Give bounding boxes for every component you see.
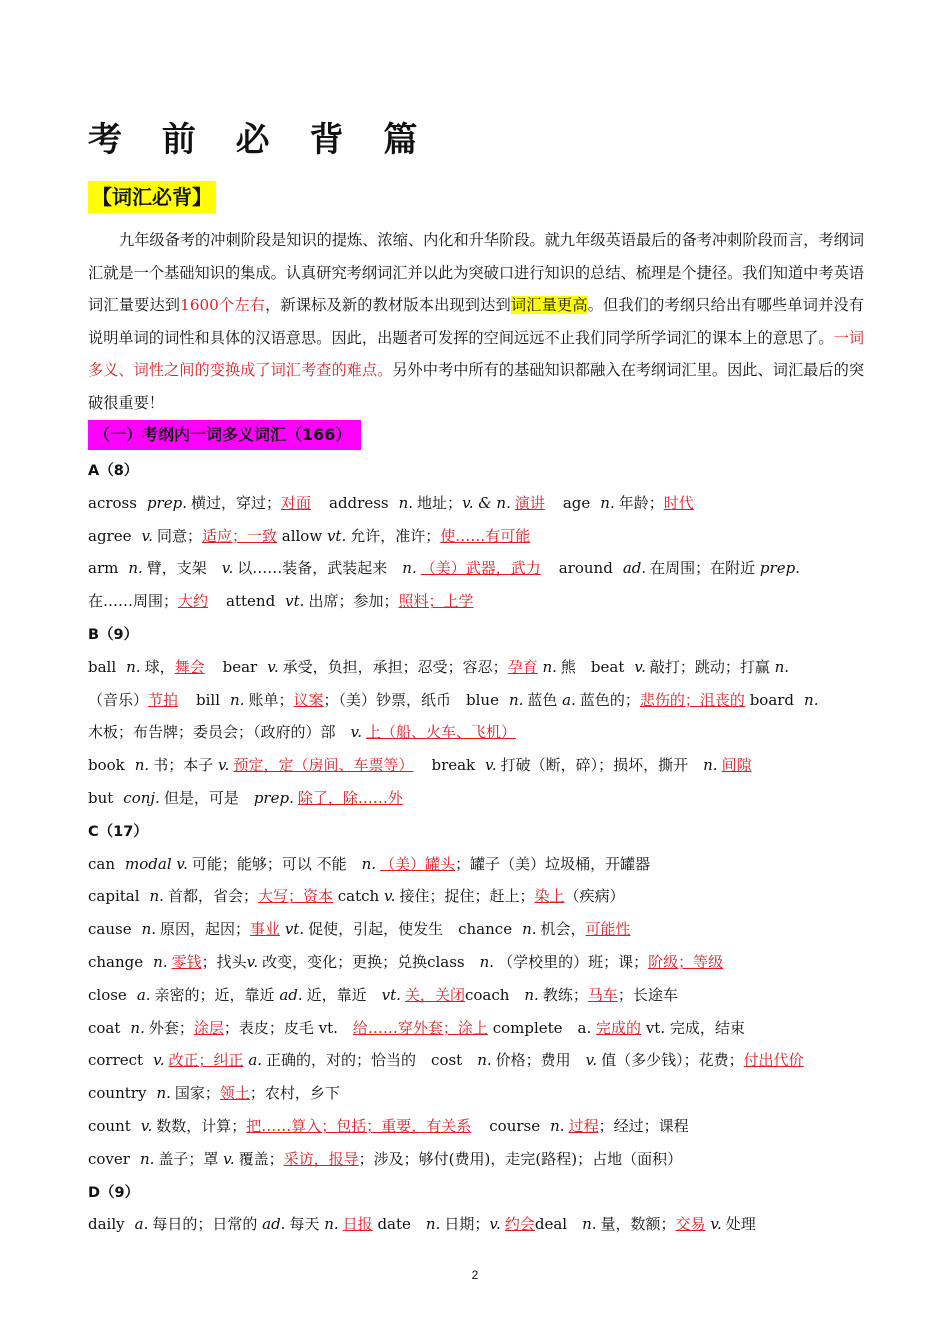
headword: bill [196, 690, 221, 709]
key-meaning-underlined: 关，关闭 [404, 985, 465, 1004]
headword: cover [88, 1149, 130, 1168]
key-meaning-underlined: 悲伤的；沮丧的 [639, 690, 745, 709]
part-of-speech: vt. [381, 985, 401, 1004]
part-of-speech: prep. [755, 559, 800, 578]
part-of-speech: prep. [146, 493, 187, 512]
headword: book [88, 756, 125, 775]
key-meaning-underlined: 交易 [675, 1215, 706, 1234]
part-of-speech: v. [140, 1116, 153, 1135]
part-of-speech: n. [139, 1149, 155, 1168]
part-of-speech: n. [153, 952, 168, 971]
meaning: 账单； [248, 690, 294, 709]
headword: change [88, 952, 144, 971]
part-of-speech: v. [267, 657, 279, 676]
vocab-entry-line [88, 487, 864, 520]
part-of-speech: n. [126, 657, 141, 676]
headword: daily [88, 1215, 125, 1234]
headword: but [88, 788, 114, 807]
key-meaning-underlined: 大写；资本 [257, 887, 333, 906]
meaning: 允许，准许； [350, 526, 441, 545]
part-of-speech: ad. [257, 1215, 286, 1234]
headword: around [558, 559, 613, 578]
headword: can [88, 854, 116, 873]
meaning: 原因，起因； [160, 920, 251, 939]
meaning: date [372, 1215, 426, 1234]
part-of-speech: n. [141, 920, 157, 939]
headword: close [88, 985, 127, 1004]
vocab-entry-line [88, 1143, 864, 1176]
key-meaning-underlined: 给……穿外套；涂上 [352, 1018, 488, 1037]
meaning: ；涉及；够付(费用)，走完(路程)；占地（面积） [358, 1149, 683, 1168]
meaning: coach [464, 985, 525, 1004]
part-of-speech: v. [218, 1149, 235, 1168]
meaning: ；（美）钞票，纸币 [323, 690, 467, 709]
part-of-speech: n. [479, 952, 495, 971]
key-meaning-underlined: 时代 [663, 493, 694, 512]
meaning: ；经过；课程 [598, 1116, 689, 1135]
meaning: 蓝色的； [579, 690, 640, 709]
vocab-entry-line [88, 684, 864, 717]
part-of-speech: v. [383, 887, 396, 906]
part-of-speech: n. [156, 1084, 171, 1103]
section-label: D（9） [88, 1184, 140, 1201]
meaning: 以……装备，武装起来 [237, 559, 403, 578]
part-of-speech: v. [489, 1215, 501, 1234]
vocab-entry-line [88, 913, 864, 946]
meaning: 可能；能够；可以 不能 [191, 854, 362, 873]
headword: capital [88, 887, 140, 906]
part-of-speech: a. [557, 690, 576, 709]
meaning: 打破（断，碎）；损坏，撕开 [500, 756, 704, 775]
vocab-entry-line [88, 716, 864, 749]
letter-section-heading [88, 454, 864, 487]
meaning: ；找头 [201, 952, 247, 971]
meaning: 熊 [560, 657, 591, 676]
meaning: 横过，穿过； [190, 493, 281, 512]
intro-highlight-red-2: 一词多义、词性之间的变换成了词汇考查的难点。 [88, 328, 865, 380]
meaning: 木板；布告牌；委员会；（政府的）部 [88, 723, 351, 742]
intro-text-4: 另外中考中所有的基础知识都融入在考纲词汇里。因此、词汇最后的突破很重要！ [88, 361, 865, 412]
meaning: 日期； [444, 1215, 490, 1234]
key-meaning-underlined: 演讲 [514, 493, 545, 512]
page-title: 考 前 必 背 篇 [88, 120, 432, 160]
part-of-speech: modal v. [125, 854, 188, 873]
meaning: 承受，负担，承担；忍受；容忍； [282, 657, 508, 676]
meaning: 球， [144, 657, 175, 676]
part-of-speech: a. [136, 985, 151, 1004]
meaning: 但是，可是 [163, 788, 254, 807]
part-of-speech: ad. [274, 985, 303, 1004]
meaning: 出席；参加； [308, 592, 399, 611]
key-meaning-underlined: 把……算入；包括；重要，有关系 [246, 1116, 472, 1135]
part-of-speech: n. [600, 493, 615, 512]
part-of-speech: n. [550, 1116, 565, 1135]
part-of-speech: n. [804, 690, 819, 709]
page-number: 2 [471, 1268, 479, 1282]
key-meaning-underlined: 舞会 [174, 657, 205, 676]
section-label: C（17） [88, 823, 148, 840]
key-meaning-underlined: （美）武器，武力 [420, 559, 541, 578]
meaning: 敲打；跳动；打赢 [649, 657, 770, 676]
headword: break [431, 756, 476, 775]
meaning: ；农村，乡下 [249, 1084, 340, 1103]
meaning: complete a. [487, 1018, 597, 1037]
part-of-speech: v. [153, 1051, 165, 1070]
part-of-speech: n. [128, 559, 143, 578]
part-of-speech: n. [149, 887, 164, 906]
meaning: 国家； [174, 1084, 220, 1103]
meaning: 外套； [148, 1018, 194, 1037]
meaning: 年龄； [618, 493, 664, 512]
headword: chance [458, 920, 513, 939]
key-meaning-underlined: 可能性 [585, 920, 631, 939]
part-of-speech: n. [134, 756, 150, 775]
vocabulary-list [88, 454, 864, 1241]
part-of-speech: n. [477, 1051, 492, 1070]
vocab-entry-line [88, 1077, 864, 1110]
part-of-speech: ad. [622, 559, 647, 578]
meaning: （学校里的）班；课； [498, 952, 649, 971]
part-of-speech: prep. [253, 788, 294, 807]
headword: across [88, 493, 137, 512]
headword: country [88, 1084, 147, 1103]
vocab-entry-line [88, 552, 864, 585]
meaning: 覆盖； [238, 1149, 284, 1168]
intro-text-1: 九年级备考的冲刺阶段是知识的提炼、浓缩、内化和升华阶段。就九年级英语最后的备考冲刺阶段而言，考纲词汇就是一个基础知识的集成。认真研究考纲词汇并以此为突破口进行知识的总结、梳理是个捷径。我们知道中考英语词汇量要达到 [88, 231, 864, 315]
meaning: ；罐子（美）垃圾桶，开罐器 [455, 854, 651, 873]
key-meaning-underlined: 采访，报导 [283, 1149, 359, 1168]
key-meaning-underlined: 节拍 [148, 690, 179, 709]
meaning: 每日的；日常的 [152, 1215, 258, 1234]
key-meaning-underlined: 照料；上学 [398, 592, 474, 611]
section-label: A（8） [88, 463, 139, 479]
key-meaning-underlined: 大约 [178, 592, 209, 611]
intro-highlight-red-1: 1600个左右 [180, 296, 266, 315]
meaning: 量，数额； [600, 1215, 676, 1234]
part-of-speech: v. [634, 657, 646, 676]
meaning: 正确的，对的；恰当的 cost [266, 1051, 478, 1070]
meaning: 近，靠近 [306, 985, 382, 1004]
key-meaning-underlined: 阶级；等级 [648, 952, 724, 971]
vocab-entry-line [88, 1208, 864, 1241]
letter-section-heading [88, 815, 864, 848]
part-of-speech: vt. [326, 526, 347, 545]
part-of-speech: v. [221, 559, 234, 578]
part-of-speech: a. [243, 1051, 263, 1070]
subsection-banner: （一）考纲内一词多义词汇（166） [88, 420, 361, 450]
key-meaning-underlined: 日报 [342, 1215, 373, 1234]
key-meaning-underlined: 染上 [534, 887, 565, 906]
key-meaning-underlined: 领土 [219, 1084, 250, 1103]
key-meaning-underlined: 付出代价 [743, 1051, 804, 1070]
letter-section-heading [88, 1176, 864, 1209]
vocab-entry-line [88, 585, 864, 618]
vocab-entry-line [88, 880, 864, 913]
section-label: B（9） [88, 626, 139, 643]
part-of-speech: v. [585, 1051, 598, 1070]
vocab-entry-line [88, 651, 864, 684]
intro-text-2: ，新课标及新的教材版本出现到达到 [265, 296, 511, 315]
key-meaning-underlined: 适应；一致 [201, 526, 277, 545]
key-meaning-underlined: 涂层 [193, 1018, 224, 1037]
vocab-entry-line [88, 782, 864, 815]
headword: correct [88, 1051, 144, 1070]
headword: age [562, 493, 591, 512]
key-meaning-underlined: 对面 [281, 493, 312, 512]
headword: coat [88, 1018, 121, 1037]
headword: cause [88, 920, 132, 939]
part-of-speech: n. [522, 920, 537, 939]
part-of-speech: v. [246, 952, 259, 971]
part-of-speech: vt. [285, 592, 305, 611]
vocab-entry-line [88, 1110, 864, 1143]
meaning: 值（多少钱）；花费； [601, 1051, 744, 1070]
key-meaning-underlined: 使……有可能 [440, 526, 531, 545]
part-of-speech: conj. [123, 788, 160, 807]
part-of-speech: v. [705, 1215, 722, 1234]
headword: beat [590, 657, 625, 676]
meaning: ；表皮；皮毛 vt. [223, 1018, 353, 1037]
key-meaning-underlined: 上（船、火车、飞机） [365, 723, 516, 742]
meaning: 盖子；罩 [158, 1149, 219, 1168]
headword: bear [222, 657, 258, 676]
vocab-entry-line [88, 848, 864, 881]
key-meaning-underlined: 预定，定（房间、车票等） [233, 756, 414, 775]
intro-highlight-yellow: 词汇量更高 [510, 296, 588, 315]
key-meaning-underlined: 约会 [504, 1215, 535, 1234]
part-of-speech: v. [350, 723, 362, 742]
meaning: 蓝色 [527, 690, 558, 709]
key-meaning-underlined: 改正；纠正 [168, 1051, 244, 1070]
part-of-speech: n. [582, 1215, 597, 1234]
key-meaning-underlined: 孕育 [507, 657, 538, 676]
vocab-entry-line [88, 520, 864, 553]
meaning: deal [534, 1215, 583, 1234]
meaning: 价格；费用 [495, 1051, 586, 1070]
part-of-speech: vt. [280, 920, 305, 939]
key-meaning-underlined: 议案 [293, 690, 324, 709]
part-of-speech: v. [213, 756, 230, 775]
meaning: 机会， [540, 920, 586, 939]
key-meaning-underlined: 事业 [250, 920, 281, 939]
part-of-speech: n. [537, 657, 557, 676]
part-of-speech: n. [361, 854, 377, 873]
meaning: 同意； [156, 526, 202, 545]
key-meaning-underlined: 除了，除……外 [297, 788, 403, 807]
vocab-entry-line [88, 1044, 864, 1077]
meaning: 首都，省会； [167, 887, 258, 906]
section-banner-vocabulary: 【词汇必背】 [88, 181, 216, 213]
headword: attend [226, 592, 276, 611]
key-meaning-underlined: （美）罐头 [380, 854, 456, 873]
meaning: 教练； [542, 985, 588, 1004]
key-meaning-underlined: 马车 [587, 985, 618, 1004]
headword: count [88, 1116, 131, 1135]
meaning: （音乐） [88, 690, 149, 709]
vocab-entry-line [88, 749, 864, 782]
part-of-speech: n. [508, 690, 524, 709]
meaning: 接住；捉住；赶上； [399, 887, 535, 906]
part-of-speech: n. [398, 493, 414, 512]
part-of-speech: n. [524, 985, 539, 1004]
vocab-entry-line [88, 1012, 864, 1045]
meaning: 数数，计算； [156, 1116, 247, 1135]
meaning: 地址； [417, 493, 463, 512]
meaning: 在……周围； [88, 592, 179, 611]
intro-paragraph [88, 224, 864, 420]
key-meaning-underlined: 过程 [568, 1116, 599, 1135]
part-of-speech: n. [230, 690, 245, 709]
part-of-speech: n. [402, 559, 417, 578]
part-of-speech: n. [703, 756, 718, 775]
meaning: 每天 [289, 1215, 320, 1234]
part-of-speech: v. [485, 756, 497, 775]
headword: course [489, 1116, 541, 1135]
letter-section-heading [88, 618, 864, 651]
key-meaning-underlined: 零钱 [171, 952, 202, 971]
headword: ball [88, 657, 117, 676]
meaning: allow [276, 526, 327, 545]
vocab-entry-line [88, 946, 864, 979]
part-of-speech: n. [130, 1018, 145, 1037]
part-of-speech: a. [134, 1215, 149, 1234]
headword: board [744, 690, 795, 709]
meaning: 处理 [725, 1215, 756, 1234]
key-meaning-underlined: 完成的 [596, 1018, 642, 1037]
meaning: 在周围；在附近 [650, 559, 756, 578]
meaning: 亲密的；近，靠近 [154, 985, 275, 1004]
part-of-speech: n. [769, 657, 790, 676]
meaning: catch [332, 887, 384, 906]
part-of-speech: v. [141, 526, 153, 545]
meaning: 臂，支架 [146, 559, 222, 578]
meaning: ；长途车 [617, 985, 678, 1004]
headword: arm [88, 559, 119, 578]
headword: blue [466, 690, 499, 709]
meaning: 促使，引起，使发生 [308, 920, 459, 939]
part-of-speech: n. [425, 1215, 441, 1234]
headword: address [329, 493, 389, 512]
meaning: 改变，变化；更换；兑换class [262, 952, 480, 971]
part-of-speech: n. [319, 1215, 339, 1234]
key-meaning-underlined: 间隙 [721, 756, 752, 775]
meaning: 书；本子 [153, 756, 214, 775]
vocab-entry-line [88, 979, 864, 1012]
intro-text-3: 。但我们的考纲只给出有哪些单词并没有说明单词的词性和具体的汉语意思。因此，出题者可发挥的空间远远不止我们同学所学词汇的课本上的意思了。 [88, 296, 865, 347]
headword: agree [88, 526, 132, 545]
meaning: （疾病） [564, 887, 625, 906]
meaning: vt. 完成，结束 [641, 1018, 745, 1037]
part-of-speech: v. & n. [462, 493, 511, 512]
